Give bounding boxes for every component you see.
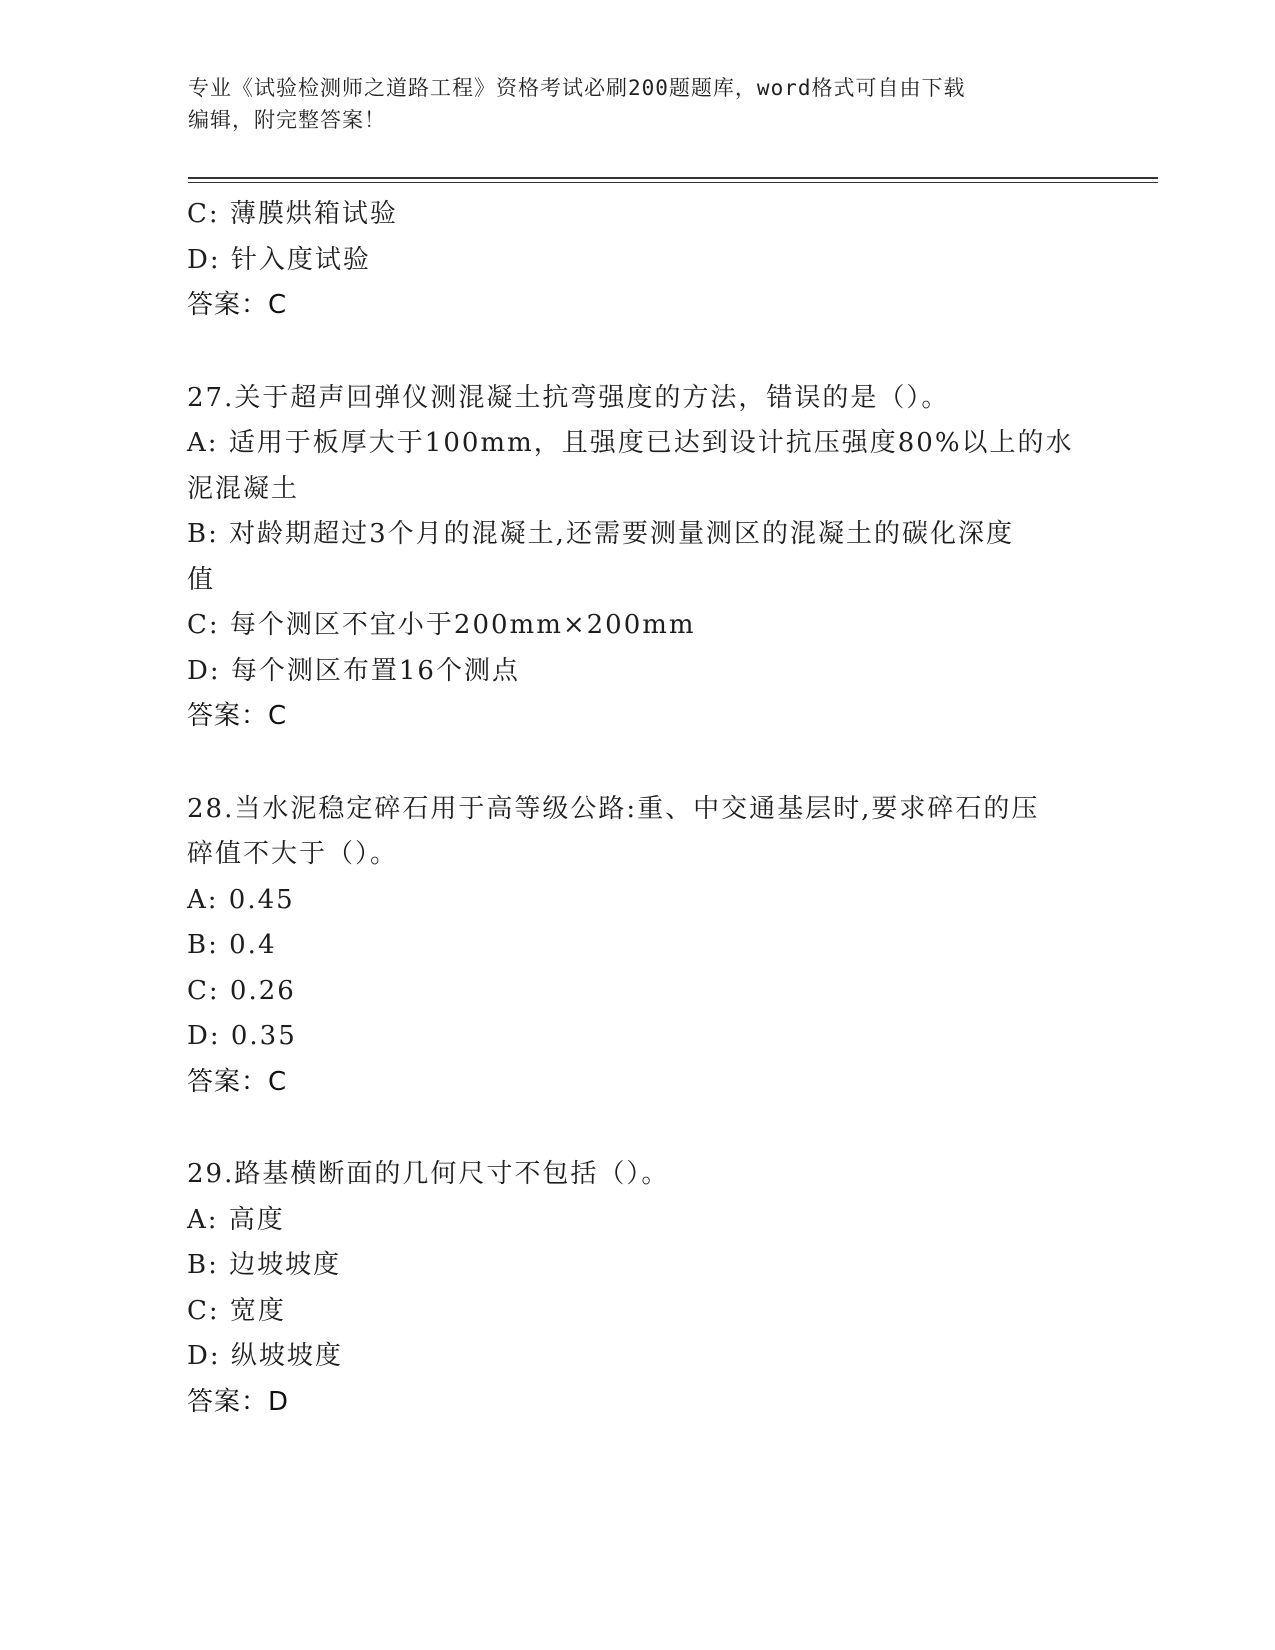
header-title-line-1: 专业《试验检测师之道路工程》资格考试必刷200题题库，word格式可自由下载 [188, 76, 966, 100]
question-text-line-2: 碎值不大于（）。 [187, 839, 399, 869]
option-c: C: 每个测区不宜小于200mm×200mm [187, 610, 696, 640]
header-title-line-2: 编辑，附完整答案！ [188, 108, 386, 132]
answer-line: 答案：C [187, 1066, 288, 1097]
question-text-line-1: 28.当水泥稳定碎石用于高等级公路:重、中交通基层时,要求碎石的压 [187, 793, 1040, 824]
answer-line: 答案：C [187, 701, 288, 731]
option-d: D: 针入度试验 [187, 244, 371, 275]
option-a-line-1: A: 适用于板厚大于100mm，且强度已达到设计抗压强度80%以上的水 [187, 428, 1074, 458]
question-spacer [187, 1105, 1087, 1152]
option-a: A: 高度 [187, 1204, 285, 1235]
option-a-line-2: 泥混凝土 [187, 473, 300, 504]
question-spacer [187, 329, 1087, 376]
question-text: 29.路基横断面的几何尺寸不包括（）。 [187, 1159, 670, 1189]
option-b-line-2: 值 [187, 564, 216, 595]
question-27 [187, 376, 1087, 740]
option-c: C: 宽度 [187, 1295, 286, 1326]
page-header [188, 72, 1088, 136]
option-a: A: 0.45 [187, 884, 295, 915]
answer-line: 答案：D [187, 1386, 290, 1417]
question-29 [187, 1152, 1087, 1425]
option-b-line-1: B: 对龄期超过3个月的混凝土,还需要测量测区的混凝土的碳化深度 [187, 519, 1014, 549]
answer-line: 答案：C [187, 290, 288, 320]
option-d: D: 每个测区布置16个测点 [187, 655, 520, 686]
question-26-tail [187, 192, 1087, 329]
option-c: C: 0.26 [187, 975, 296, 1006]
question-28 [187, 787, 1087, 1106]
option-c: C: 薄膜烘箱试验 [187, 199, 398, 229]
question-spacer [187, 740, 1087, 787]
option-b: B: 0.4 [187, 930, 277, 960]
option-d: D: 0.35 [187, 1021, 297, 1051]
header-divider-thin [188, 182, 1158, 183]
option-b: B: 边坡坡度 [187, 1250, 342, 1280]
question-text: 27.关于超声回弹仪测混凝土抗弯强度的方法，错误的是（）。 [187, 382, 950, 413]
header-divider-thick [188, 177, 1158, 179]
question-content [187, 192, 1087, 1425]
option-d: D: 纵坡坡度 [187, 1341, 343, 1371]
